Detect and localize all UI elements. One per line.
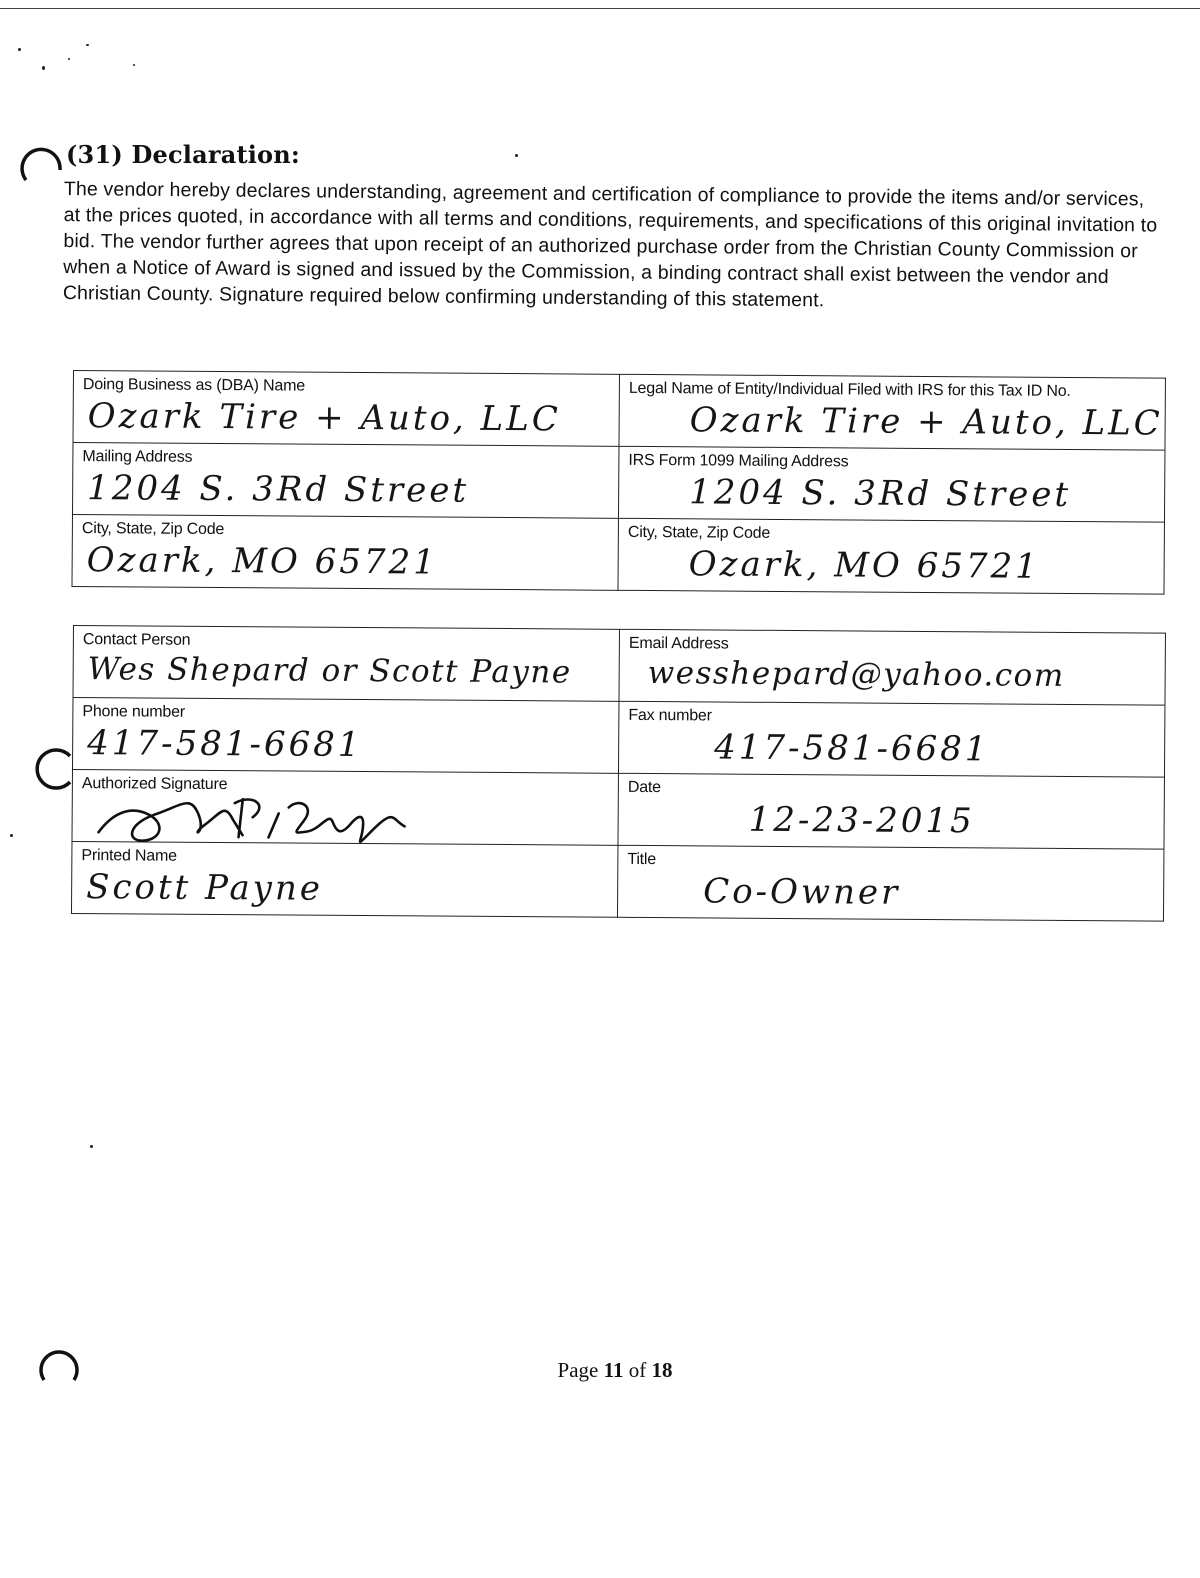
- email-address-field: [619, 629, 1165, 705]
- contact-person-field: [73, 626, 619, 702]
- fax-number-field: [618, 701, 1164, 777]
- handwritten-value: Wes Shepard or Scott Payne: [87, 651, 572, 691]
- irs-mailing-address-field: [618, 446, 1164, 522]
- field-label: Phone number: [82, 703, 186, 721]
- title-field: [617, 845, 1163, 921]
- page-prefix: Page: [557, 1358, 599, 1382]
- handwritten-value: Scott Payne: [86, 867, 324, 909]
- scan-speck: [10, 834, 13, 837]
- authorized-signature-field: [72, 769, 618, 845]
- handwritten-value: Ozark Tire + Auto, LLC: [689, 400, 1163, 444]
- city-state-zip-field: [72, 514, 618, 590]
- dba-name-field: [73, 371, 619, 447]
- contact-info-table: [71, 625, 1166, 922]
- handwritten-value: Ozark, MO 65721: [688, 544, 1040, 587]
- handwritten-value: Ozark, MO 65721: [86, 540, 438, 583]
- vendor-info-table: [71, 370, 1165, 595]
- scan-speck: [86, 44, 89, 46]
- section-number: (31): [66, 140, 123, 169]
- scan-speck: [133, 64, 135, 66]
- scan-speck: [42, 66, 45, 70]
- field-label: Doing Business as (DBA) Name: [82, 376, 305, 395]
- field-label: Mailing Address: [82, 448, 193, 466]
- signature-icon: [92, 784, 422, 848]
- page-total: 18: [651, 1358, 673, 1382]
- field-label: City, State, Zip Code: [627, 523, 771, 542]
- top-rule: [0, 8, 1200, 9]
- punch-hole-icon: [20, 142, 66, 188]
- page-of: of: [628, 1358, 647, 1382]
- field-label: City, State, Zip Code: [81, 520, 225, 539]
- date-field: [618, 773, 1164, 849]
- handwritten-value: 417-581-6681: [87, 723, 363, 766]
- handwritten-value: Ozark Tire + Auto, LLC: [87, 396, 561, 440]
- handwritten-value: 1204 S. 3Rd Street: [87, 468, 470, 511]
- page-current: 11: [603, 1358, 624, 1382]
- page-number: [0, 1358, 1200, 1383]
- field-label: Email Address: [628, 634, 729, 653]
- phone-number-field: [72, 698, 618, 774]
- field-label: Authorized Signature: [81, 775, 228, 794]
- scan-speck: [68, 58, 70, 60]
- printed-name-field: [71, 841, 617, 917]
- handwritten-value: wesshepard@yahoo.com: [647, 655, 1065, 694]
- punch-hole-icon: [30, 746, 76, 792]
- scan-speck: [18, 48, 21, 51]
- scan-speck: [90, 1145, 93, 1148]
- section-heading: [66, 140, 300, 169]
- handwritten-value: Co-Owner: [703, 871, 901, 913]
- mailing-address-field: [72, 443, 618, 519]
- irs-city-state-zip-field: [618, 518, 1164, 594]
- field-label: Date: [627, 778, 661, 797]
- legal-name-field: [619, 374, 1165, 450]
- handwritten-value: 1204 S. 3Rd Street: [689, 472, 1072, 515]
- declaration-text: The vendor hereby declares understanding, agreement and certification of compliance to provide the items and/or services, at the prices quoted, in accordance with all terms and conditions, requirements, and specifications of this original invitation to bid. The vendor further agrees that upon receipt of an authorized purchase order from the Christian County Commission or when a Notice of Award is signed and issued by the Commission, a binding contract shall exist between the vendor and Christian County. Signature required below confirming understanding of this statement.: [62, 177, 1158, 312]
- handwritten-value: 417-581-6681: [714, 727, 990, 770]
- section-title: Declaration:: [131, 140, 300, 169]
- handwritten-value: 12-23-2015: [748, 799, 975, 842]
- field-label: Printed Name: [81, 847, 177, 865]
- field-label: Fax number: [628, 706, 712, 725]
- field-label: Title: [627, 850, 657, 869]
- scan-speck: [515, 154, 518, 157]
- field-label: Contact Person: [82, 631, 191, 649]
- field-label: Legal Name of Entity/Individual Filed with IRS for this Tax ID No.: [628, 379, 1071, 400]
- field-label: IRS Form 1099 Mailing Address: [628, 451, 849, 471]
